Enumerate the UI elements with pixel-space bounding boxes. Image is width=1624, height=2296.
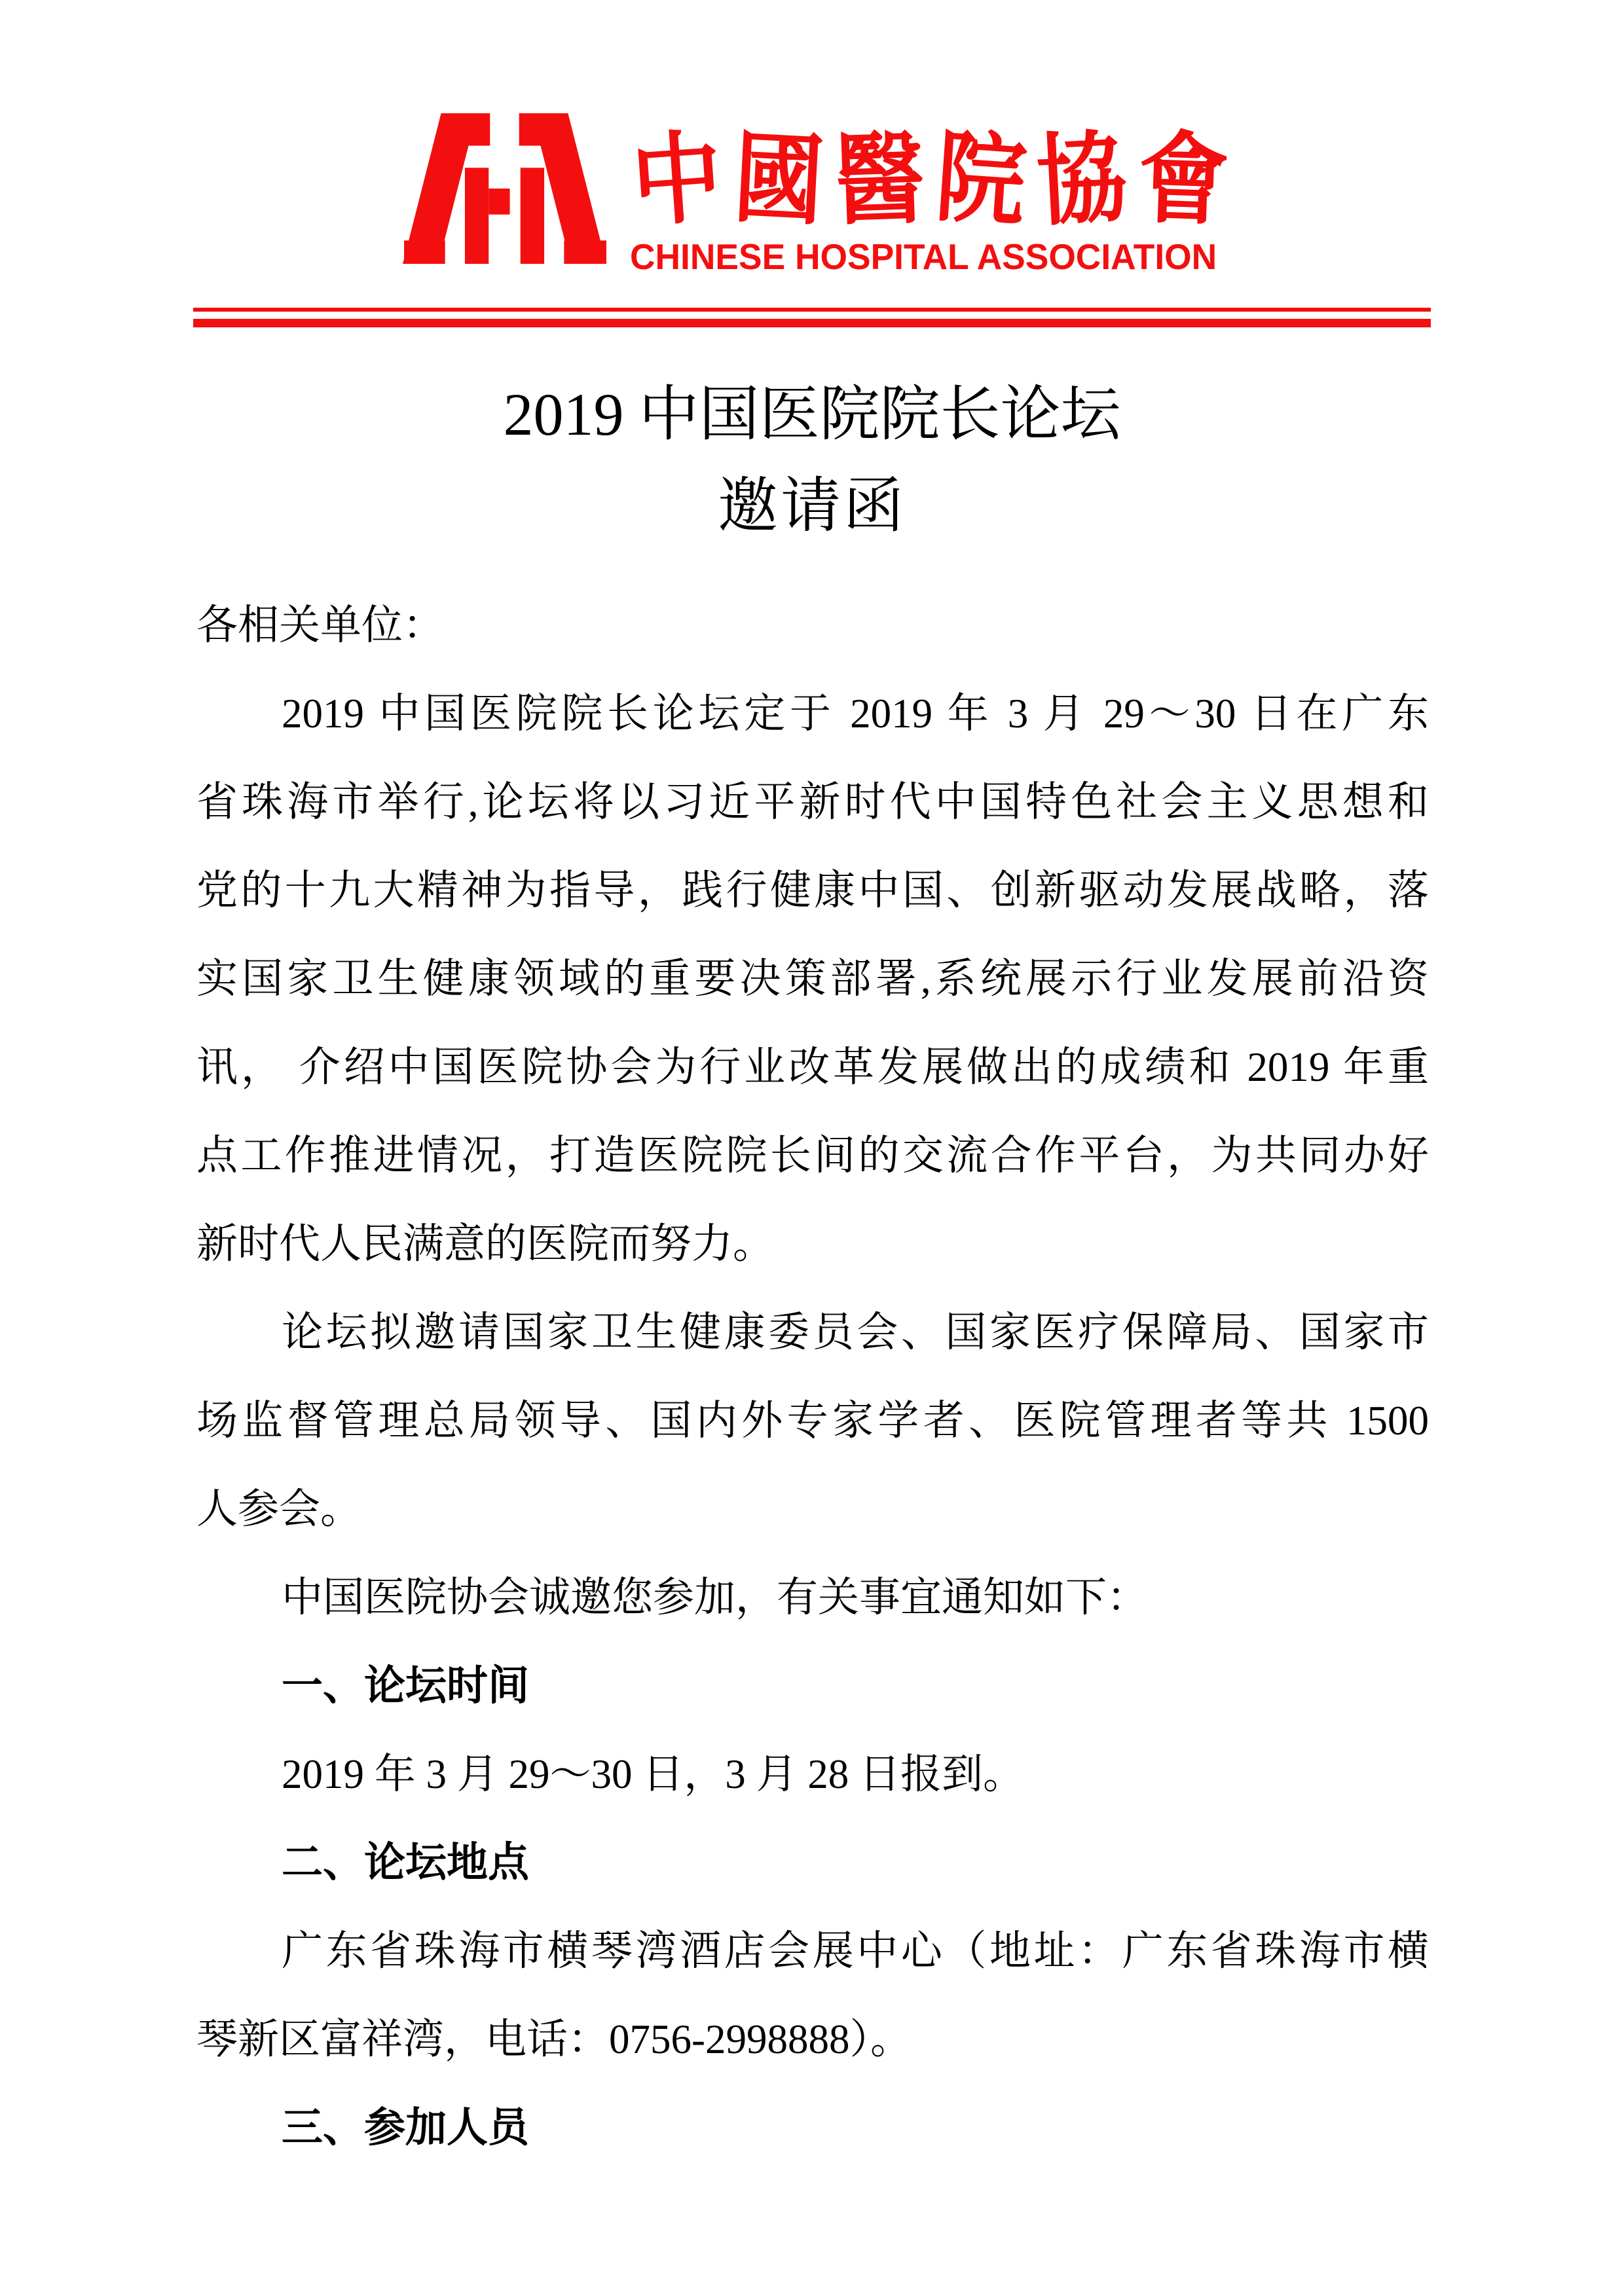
body-line: 实国家卫生健康领域的重要决策部署,系统展示行业发展前沿资 (196, 956, 1429, 1002)
body-line: 新时代人民满意的医院而努力。 (196, 1221, 774, 1267)
calligraphy-char: 協 (1034, 123, 1130, 238)
section-heading: 三、参加人员 (282, 2105, 529, 2151)
cha-logo-icon (399, 113, 610, 264)
document-title: 2019 中国医院院长论坛 (503, 381, 1121, 448)
calligraphy-char: 國 (730, 123, 826, 238)
body-line: 各相关单位： (196, 602, 444, 648)
document-body (196, 581, 1429, 2172)
body-line: 场监督管理总局领导、国内外专家学者、医院管理者等共 1500 (196, 1398, 1429, 1444)
calligraphy-char: 會 (1136, 124, 1230, 237)
calligraphy-char: 中 (628, 122, 726, 239)
body-line: 党的十九大精神为指导，践行健康中国、创新驱动发展战略，落 (196, 867, 1429, 913)
letterhead-rule-thin (193, 308, 1431, 312)
calligraphy-char: 醫 (832, 124, 927, 237)
section-heading: 二、论坛地点 (282, 1840, 529, 1886)
body-line: 论坛拟邀请国家卫生健康委员会、国家医疗保障局、国家市 (282, 1309, 1429, 1355)
logo-english-text: CHINESE HOSPITAL ASSOCIATION (630, 236, 1217, 277)
letterhead-rule-thick (193, 319, 1431, 327)
body-line: 广东省珠海市横琴湾酒店会展中心（地址：广东省珠海市横 (282, 1928, 1429, 1974)
body-line: 2019 年 3 月 29～30 日，3 月 28 日报到。 (282, 1751, 1024, 1797)
body-line: 琴新区富祥湾，电话：0756-2998888）。 (196, 2016, 912, 2062)
body-line: 2019 中国医院院长论坛定于 2019 年 3 月 29～30 日在广东 (282, 691, 1429, 737)
logo-calligraphy-text (627, 117, 1233, 244)
body-line: 点工作推进情况，打造医院院长间的交流合作平台，为共同办好 (196, 1133, 1429, 1178)
body-line: 讯， 介绍中国医院协会为行业改革发展做出的成绩和 2019 年重 (196, 1044, 1429, 1090)
document-subtitle: 邀请函 (717, 473, 906, 539)
calligraphy-char: 院 (932, 122, 1029, 239)
body-line: 人参会。 (196, 1486, 361, 1532)
section-heading: 一、论坛时间 (282, 1663, 529, 1709)
body-line: 中国医院协会诚邀您参加，有关事宜通知如下： (282, 1575, 1148, 1620)
body-line: 省珠海市举行,论坛将以习近平新时代中国特色社会主义思想和 (196, 779, 1429, 825)
